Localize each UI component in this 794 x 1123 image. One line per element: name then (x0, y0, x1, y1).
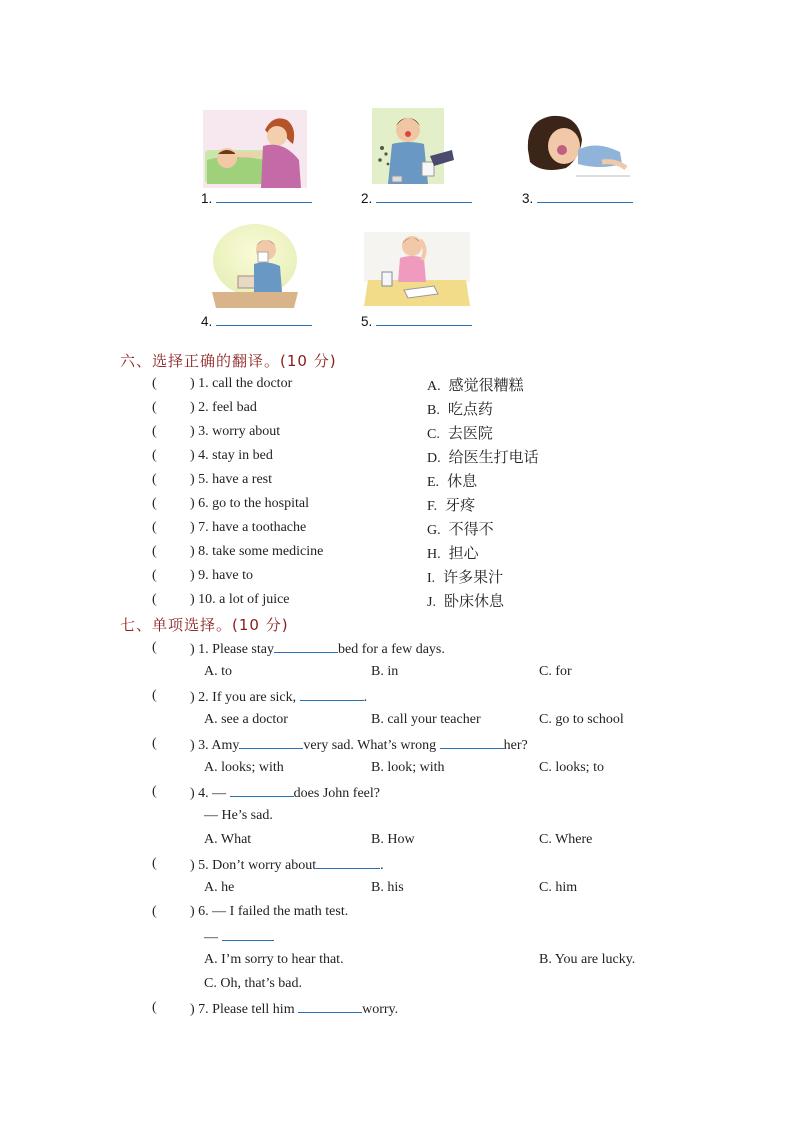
picture-4 (208, 222, 302, 308)
answer-paren[interactable]: ( (152, 784, 157, 799)
answer-blank[interactable] (376, 190, 472, 203)
question-6: ) 6. — I failed the math test. (190, 904, 349, 919)
answer-paren[interactable]: ( (152, 568, 157, 583)
question-blank[interactable] (239, 736, 303, 749)
section6-item-7-cn: G. 不得不 (427, 520, 494, 538)
question-blank[interactable] (300, 688, 364, 701)
q5-option-c: C. him (539, 880, 578, 895)
section6-item-1-cn: A. 感觉很糟糕 (427, 376, 524, 394)
section6-item-2-cn: B. 吃点药 (427, 400, 493, 418)
answer-paren[interactable]: ( (152, 688, 157, 703)
q3-option-a: A. looks; with (204, 760, 284, 775)
answer-paren[interactable]: ( (152, 448, 157, 463)
section6-item-8-en: ) 8. take some medicine (190, 544, 324, 559)
answer-blank[interactable] (216, 313, 312, 326)
picture-5 (364, 232, 470, 308)
answer-number: 2. (361, 191, 373, 206)
answer-3 (522, 190, 633, 206)
answer-4 (201, 313, 312, 329)
q1-option-b: B. in (371, 664, 399, 679)
q2-option-a: A. see a doctor (204, 712, 288, 727)
answer-paren[interactable]: ( (152, 424, 157, 439)
boy-coughing-icon (372, 108, 454, 188)
question-3: ) 3. Amy very sad. What’s wrong her? (190, 738, 528, 753)
answer-paren[interactable]: ( (152, 472, 157, 487)
question-blank[interactable] (440, 736, 504, 749)
answer-paren[interactable]: ( (152, 904, 157, 919)
question-7: ) 7. Please tell him worry. (190, 1002, 399, 1017)
question-1: ) 1. Please stay bed for a few days. (190, 642, 445, 657)
picture-1 (203, 110, 307, 188)
question-4: ) 4. — does John feel? (190, 786, 380, 801)
answer-blank[interactable] (537, 190, 633, 203)
answer-paren[interactable]: ( (152, 496, 157, 511)
q2-option-b: B. call your teacher (371, 712, 481, 727)
section6-item-6-en: ) 6. go to the hospital (190, 496, 309, 511)
q5-option-b: B. his (371, 880, 404, 895)
q3-option-b: B. look; with (371, 760, 445, 775)
section6-item-4-cn: D. 给医生打电话 (427, 448, 539, 466)
picture-3 (526, 114, 630, 178)
answer-number: 1. (201, 191, 213, 206)
question-blank[interactable] (316, 856, 380, 869)
answer-paren[interactable]: ( (152, 736, 157, 751)
q5-option-a: A. he (204, 880, 235, 895)
question-2: ) 2. If you are sick, . (190, 690, 368, 705)
section6-item-5-en: ) 5. have a rest (190, 472, 273, 487)
q2-option-c: C. go to school (539, 712, 624, 727)
section6-item-8-cn: H. 担心 (427, 544, 479, 562)
boy-sneezing-tissue-icon (208, 222, 302, 308)
picture-2 (372, 108, 454, 188)
q4-option-b: B. How (371, 832, 415, 847)
answer-number: 3. (522, 191, 534, 206)
answer-paren[interactable]: ( (152, 400, 157, 415)
answer-paren[interactable]: ( (152, 592, 157, 607)
answer-paren[interactable]: ( (152, 544, 157, 559)
q6-reply: — (204, 928, 274, 946)
answer-number: 4. (201, 314, 213, 329)
answer-paren[interactable]: ( (152, 1000, 157, 1015)
q6-option-b: B. You are lucky. (539, 952, 636, 967)
section6-item-2-en: ) 2. feel bad (190, 400, 257, 415)
girl-headache-desk-icon (364, 232, 470, 308)
answer-blank[interactable] (376, 313, 472, 326)
answer-1 (201, 190, 312, 206)
question-5: ) 5. Don’t worry about . (190, 858, 384, 873)
answer-number: 5. (361, 314, 373, 329)
question-blank[interactable] (230, 784, 294, 797)
q6-option-c: C. Oh, that’s bad. (204, 976, 302, 991)
q4-option-a: A. What (204, 832, 252, 847)
answer-blank[interactable] (216, 190, 312, 203)
section6-item-4-en: ) 4. stay in bed (190, 448, 273, 463)
q1-option-c: C. for (539, 664, 572, 679)
answer-5 (361, 313, 472, 329)
answer-paren[interactable]: ( (152, 856, 157, 871)
section6-item-1-en: ) 1. call the doctor (190, 376, 293, 391)
girl-lying-sick-icon (526, 114, 630, 178)
answer-paren[interactable]: ( (152, 376, 157, 391)
answer-paren[interactable]: ( (152, 520, 157, 535)
section6-item-10-en: ) 10. a lot of juice (190, 592, 290, 607)
section6-item-6-cn: F. 牙疼 (427, 496, 476, 514)
section6-item-10-cn: J. 卧床休息 (427, 592, 504, 610)
section7-title: 七、单项选择。(10 分) (120, 616, 289, 634)
q4-option-c: C. Where (539, 832, 593, 847)
section6-item-5-cn: E. 休息 (427, 472, 478, 490)
question-blank[interactable] (274, 640, 338, 653)
question-blank[interactable] (298, 1000, 362, 1013)
section6-item-3-cn: C. 去医院 (427, 424, 493, 442)
q6-option-a: A. I’m sorry to hear that. (204, 952, 344, 967)
q4-reply: — He’s sad. (204, 808, 273, 823)
section6-item-3-en: ) 3. worry about (190, 424, 281, 439)
q3-option-c: C. looks; to (539, 760, 604, 775)
section6-item-7-en: ) 7. have a toothache (190, 520, 307, 535)
answer-2 (361, 190, 472, 206)
answer-paren[interactable]: ( (152, 640, 157, 655)
mother-caring-sick-child-icon (203, 110, 307, 188)
section6-item-9-en: ) 9. have to (190, 568, 253, 583)
q1-option-a: A. to (204, 664, 232, 679)
section6-item-9-cn: I. 许多果汁 (427, 568, 504, 586)
question-blank[interactable] (222, 928, 274, 941)
section6-title: 六、选择正确的翻译。(10 分) (120, 352, 337, 370)
